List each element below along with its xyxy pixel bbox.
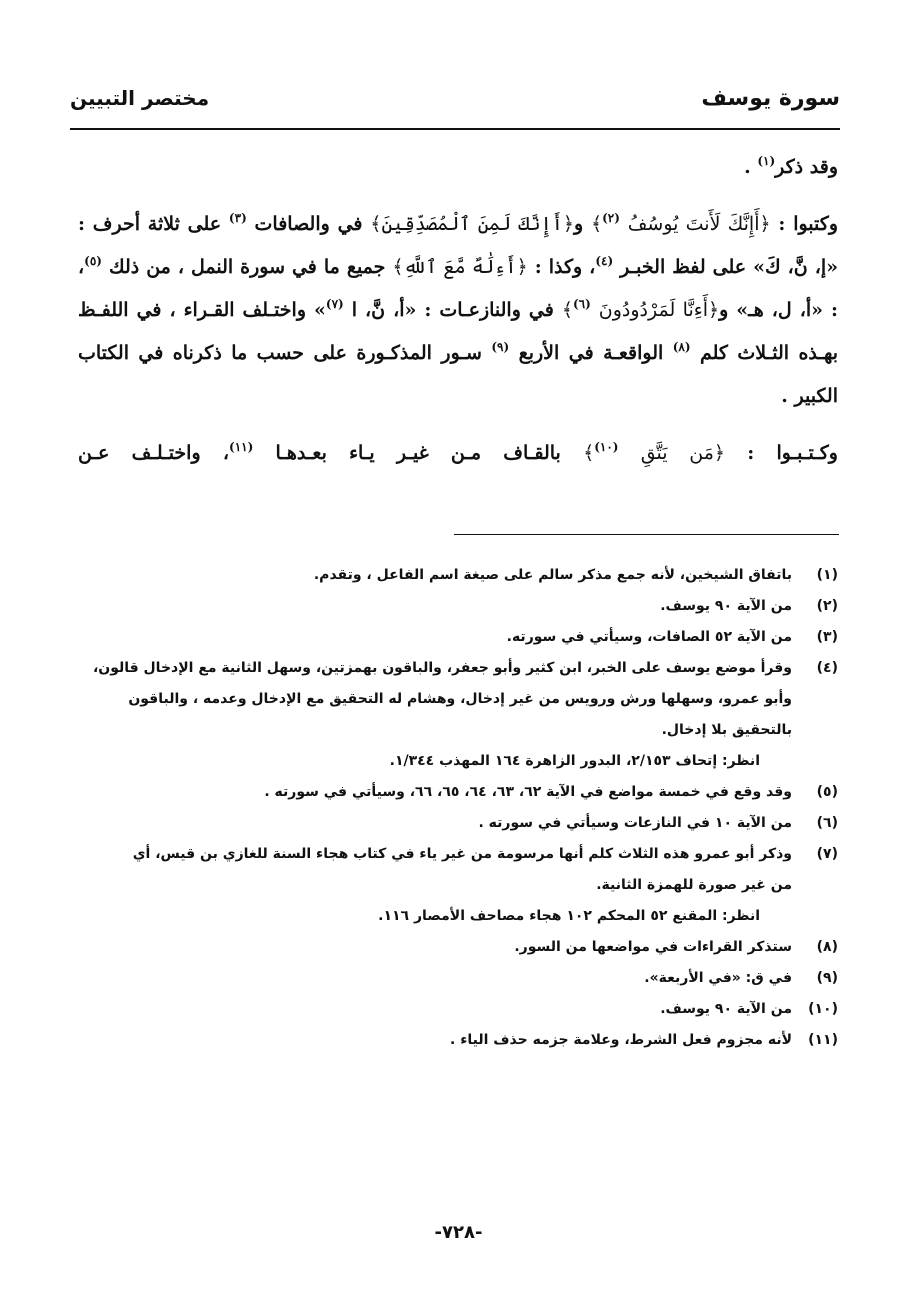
footnote (78, 1025, 838, 1056)
quran-open-bracket-icon: ﴿ (516, 256, 528, 278)
paragraph-1 (78, 146, 838, 189)
book-title: مختصر التبيين (70, 86, 210, 110)
text: جميع ما في سورة النمل ، من ذلك (101, 256, 393, 278)
header-rule (70, 128, 840, 130)
footnote-ref-10: (١٠) (594, 440, 619, 454)
footnote-text (78, 808, 792, 839)
footnote-separator (454, 534, 839, 535)
quran-quote-2: أَإِنَّكَ لَمِنَ ٱلْمُصَدِّقِينَ (381, 213, 563, 235)
footnote (78, 591, 838, 622)
footnote (78, 622, 838, 653)
footnote-ref-6: (٦) (572, 297, 591, 311)
footnote-ref-7: (٧) (325, 297, 344, 311)
footnote-number: (١١) (808, 1032, 838, 1048)
footnote-reference-row (78, 746, 838, 777)
footnote-ref-2: (٢) (602, 211, 620, 225)
footnote-line: وقد وقع في خمسة مواضع في الآية ٦٢، ٦٣، ٦٤، ٦٥، ٦٦، وسيأتي في سورته . (264, 784, 792, 800)
footnote-number: (٥) (816, 784, 838, 800)
footnote-line: من الآية ١٠ في النازعات وسيأتي في سورته . (478, 815, 792, 831)
footnote-text (78, 932, 792, 963)
footnote-reference-row (78, 901, 838, 932)
footnote-ref-11: (١١) (229, 440, 254, 454)
footnote-number: (١٠) (808, 1001, 838, 1017)
footnote-ref-5: (٥) (84, 254, 102, 268)
footnote-ref-8: (٨) (672, 340, 691, 354)
text: الواقعـة في الأربع (509, 342, 673, 364)
footnote (78, 994, 838, 1025)
footnote-line: وقرأ موضع يوسف على الخبر، ابن كثير وأبو جعفر، والباقون بهمزتين، وسهل الثانية مع الإدخال قالون، (92, 660, 792, 676)
footnote-number: (٢) (816, 598, 838, 614)
text: وكـتـبـوا : (725, 442, 838, 464)
text: » واختـلف القـراء ، في اللفـظ بهـذه الثـلاث كلم (78, 299, 838, 364)
running-header (70, 86, 840, 122)
footnote-line: من الآية ٩٠ يوسف. (660, 1001, 792, 1017)
text: ، واختـلـف عـن (78, 442, 229, 464)
footnote-line: وذكر أبو عمرو هذه الثلاث كلم أنها مرسومة من غير ياء في كتاب هجاء السنة للغازي بن قيس، أي (132, 846, 792, 862)
paragraph-3 (78, 432, 838, 475)
footnote-text (78, 560, 792, 591)
footnote (78, 963, 838, 994)
footnote-line: لأنه مجزوم فعل الشرط، وعلامة جزمه حذف الياء . (450, 1032, 792, 1048)
footnote-text (78, 1025, 792, 1056)
footnote-text (78, 963, 792, 994)
footnote-line: وأبو عمرو، وسهلها ورش ورويس من غير إدخال، وهشام له التحقيق مع الإدخال وعدمه ، والباقون (128, 691, 792, 707)
footnote-ref-3: (٣) (228, 211, 247, 225)
footnote (78, 560, 838, 591)
text: . (744, 156, 751, 178)
text: في والنازعـات : «أ، نَّ، ا (343, 299, 562, 321)
footnote-number: (٣) (816, 629, 838, 645)
text: و (574, 213, 591, 235)
footnote-number: (٩) (816, 970, 838, 986)
footnote-line: من غير صورة للهمزة الثانية. (596, 877, 792, 893)
footnote-reference: انظر: المقنع ٥٢ المحكم ١٠٢ هجاء مصاحف الأمصار ١١٦. (378, 908, 760, 924)
quran-close-bracket-icon: ﴾ (392, 256, 404, 278)
footnote-number: (٧) (816, 846, 838, 862)
quran-open-bracket-icon: ﴿ (759, 213, 771, 235)
footnote-number: (٦) (816, 815, 838, 831)
quran-quote-1: أَإِنَّكَ لَأَنتَ يُوسُفُ (627, 213, 760, 235)
footnote-text (78, 994, 792, 1025)
footnote (78, 839, 838, 901)
quran-quote-4: أَءِنَّا لَمَرْدُودُونَ (598, 299, 708, 321)
text: في والصافات (246, 213, 371, 235)
footnote-reference: انظر: إتحاف ٢/١٥٣، البدور الزاهرة ١٦٤ المهذب ١/٣٤٤. (389, 753, 760, 769)
footnote-ref-4: (٤) (595, 254, 614, 268)
text: ، : «أ، ل، هـ» و (78, 256, 838, 321)
footnote-line: ستذكر القراءات في مواضعها من السور. (514, 939, 792, 955)
footnote-line: من الآية ٥٢ الصافات، وسيأتي في سورته. (506, 629, 792, 645)
quran-open-bracket-icon: ﴿ (562, 213, 574, 235)
quran-quote-3: أَءِلَٰهٌ مَّعَ ٱللَّهِ (403, 256, 517, 278)
footnote (78, 777, 838, 808)
text: على ثلاثة أحرف : «إ، نَّ، كَ» على لفظ الخبـر (78, 213, 838, 278)
footnote-line: باتفاق الشيخين، لأنه جمع مذكر سالم على صيغة اسم الفاعل ، وتقدم. (313, 567, 792, 583)
footnote-number: (٤) (816, 660, 838, 676)
main-text (78, 146, 838, 475)
text: ، وكذا : (527, 256, 596, 278)
footnote (78, 653, 838, 746)
footnote-text (78, 839, 792, 901)
footnote-ref-1: (١) (757, 154, 776, 168)
footnotes (78, 560, 838, 1056)
footnote (78, 808, 838, 839)
footnote-line: من الآية ٩٠ يوسف. (660, 598, 792, 614)
quran-quote-5: مَن يَتَّقِ (640, 442, 714, 464)
footnote-text (78, 622, 792, 653)
quran-close-bracket-icon: ﴾ (583, 442, 595, 464)
footnote-text (78, 777, 792, 808)
quran-open-bracket-icon: ﴿ (707, 299, 720, 321)
footnote-line: في ق: «في الأربعة». (644, 970, 792, 986)
quran-close-bracket-icon: ﴾ (561, 299, 573, 321)
footnote-line: بالتحقيق بلا إدخال. (661, 722, 792, 738)
footnote (78, 932, 838, 963)
footnote-text (78, 653, 792, 746)
quran-open-bracket-icon: ﴿ (713, 442, 726, 464)
surah-title: سورة يوسف (701, 86, 840, 111)
footnote-number: (٨) (816, 939, 838, 955)
paragraph-2 (78, 203, 838, 418)
footnote-text (78, 591, 792, 622)
quran-close-bracket-icon: ﴾ (590, 213, 603, 235)
page-number: -٧٢٨- (434, 1222, 483, 1243)
text: سـور المذكـورة على حسب ما ذكرناه في الكتاب الكبير . (78, 342, 838, 407)
quran-close-bracket-icon: ﴾ (370, 213, 382, 235)
footnote-ref-9: (٩) (491, 340, 510, 354)
text: وكتبوا : (770, 213, 838, 235)
footnote-number: (١) (816, 567, 838, 583)
text: بالقـاف مـن غيـر يـاء بعـدهـا (253, 442, 584, 464)
text: وقد ذكر (775, 156, 838, 178)
